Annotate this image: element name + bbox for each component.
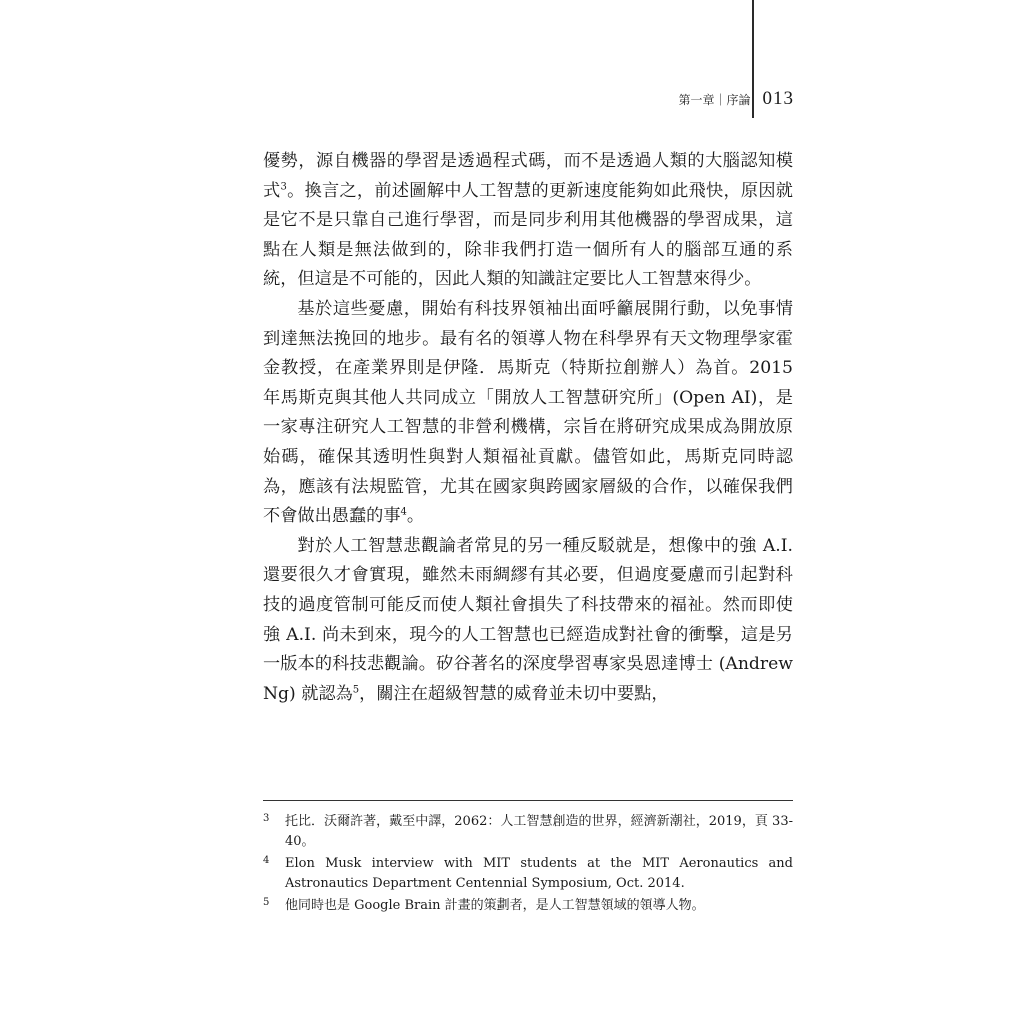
page-number: 013	[762, 88, 794, 109]
footnote-separator	[263, 800, 793, 801]
footnotes	[263, 812, 793, 918]
footnote	[263, 854, 793, 894]
paragraph: 優勢，源自機器的學習是透過程式碼，而不是透過人類的大腦認知模式$^3$。換言之，前述圖解中人工智慧的更新速度能夠如此飛快，原因就是它不是只靠自己進行學習，而是同步利用其他機器的學習成果，這點在人類是無法做到的，除非我們打造一個所有人的腦部互通的系統，但這是不可能的，因此人類的知識註定要比人工智慧來得少。	[263, 151, 793, 290]
footnote-ref: 5	[352, 683, 360, 695]
running-header	[678, 86, 794, 112]
footnote	[263, 896, 793, 916]
paragraph: 基於這些憂慮，開始有科技界領袖出面呼籲展開行動，以免事情到達無法挽回的地步。最有名的領導人物在科學界有天文物理學家霍金教授，在產業界則是伊隆．馬斯克（特斯拉創辦人）為首。2015 年馬斯克與其他人共同成立「開放人工智慧研究所」(Open AI)，是一家專注研究人工智慧的非營利機構，宗旨在將研究成果成為開放原始碼，確保其透明性與對人類福祉貢獻。儘管如此，馬斯克同時認為，應該有法規監管，尤其在國家與跨國家層級的合作，以確保我們不會做出愚蠢的事$^4$。	[263, 298, 793, 527]
chapter-title: 第一章｜序論	[678, 92, 751, 107]
footnote-number: 5	[263, 897, 270, 908]
footnote	[263, 812, 793, 852]
footnote-text: 托比．沃爾許著，戴至中譯，2062：人工智慧創造的世界，經濟新潮社，2019，頁 33-40。	[285, 814, 793, 849]
footnote-number: 3	[263, 813, 270, 824]
footnote-number: 4	[263, 855, 270, 866]
footnote-ref: 3	[280, 180, 287, 192]
footnote-text: 他同時也是 Google Brain 計畫的策劃者，是人工智慧領域的領導人物。	[285, 898, 705, 913]
footnote-text: Elon Musk interview with MIT students at the MIT Aeronautics and Astronautics Department Centennial Symposium, Oct. 2014.	[285, 856, 793, 891]
paragraph: 對於人工智慧悲觀論者常見的另一種反駁就是，想像中的強 A.I. 還要很久才會實現，雖然未雨綢繆有其必要，但過度憂慮而引起對科技的過度管制可能反而使人類社會損失了科技帶來的福祉。然而即使強 A.I. 尚未到來，現今的人工智慧也已經造成對社會的衝擊，這是另一版本的科技悲觀論。矽谷著名的深度學習專家吳恩達博士 (Andrew Ng) 就認為$^5$，關注在超級智慧的威脅並未切中要點，	[263, 535, 793, 704]
body-text	[263, 147, 793, 709]
footnote-ref: 4	[400, 506, 407, 518]
